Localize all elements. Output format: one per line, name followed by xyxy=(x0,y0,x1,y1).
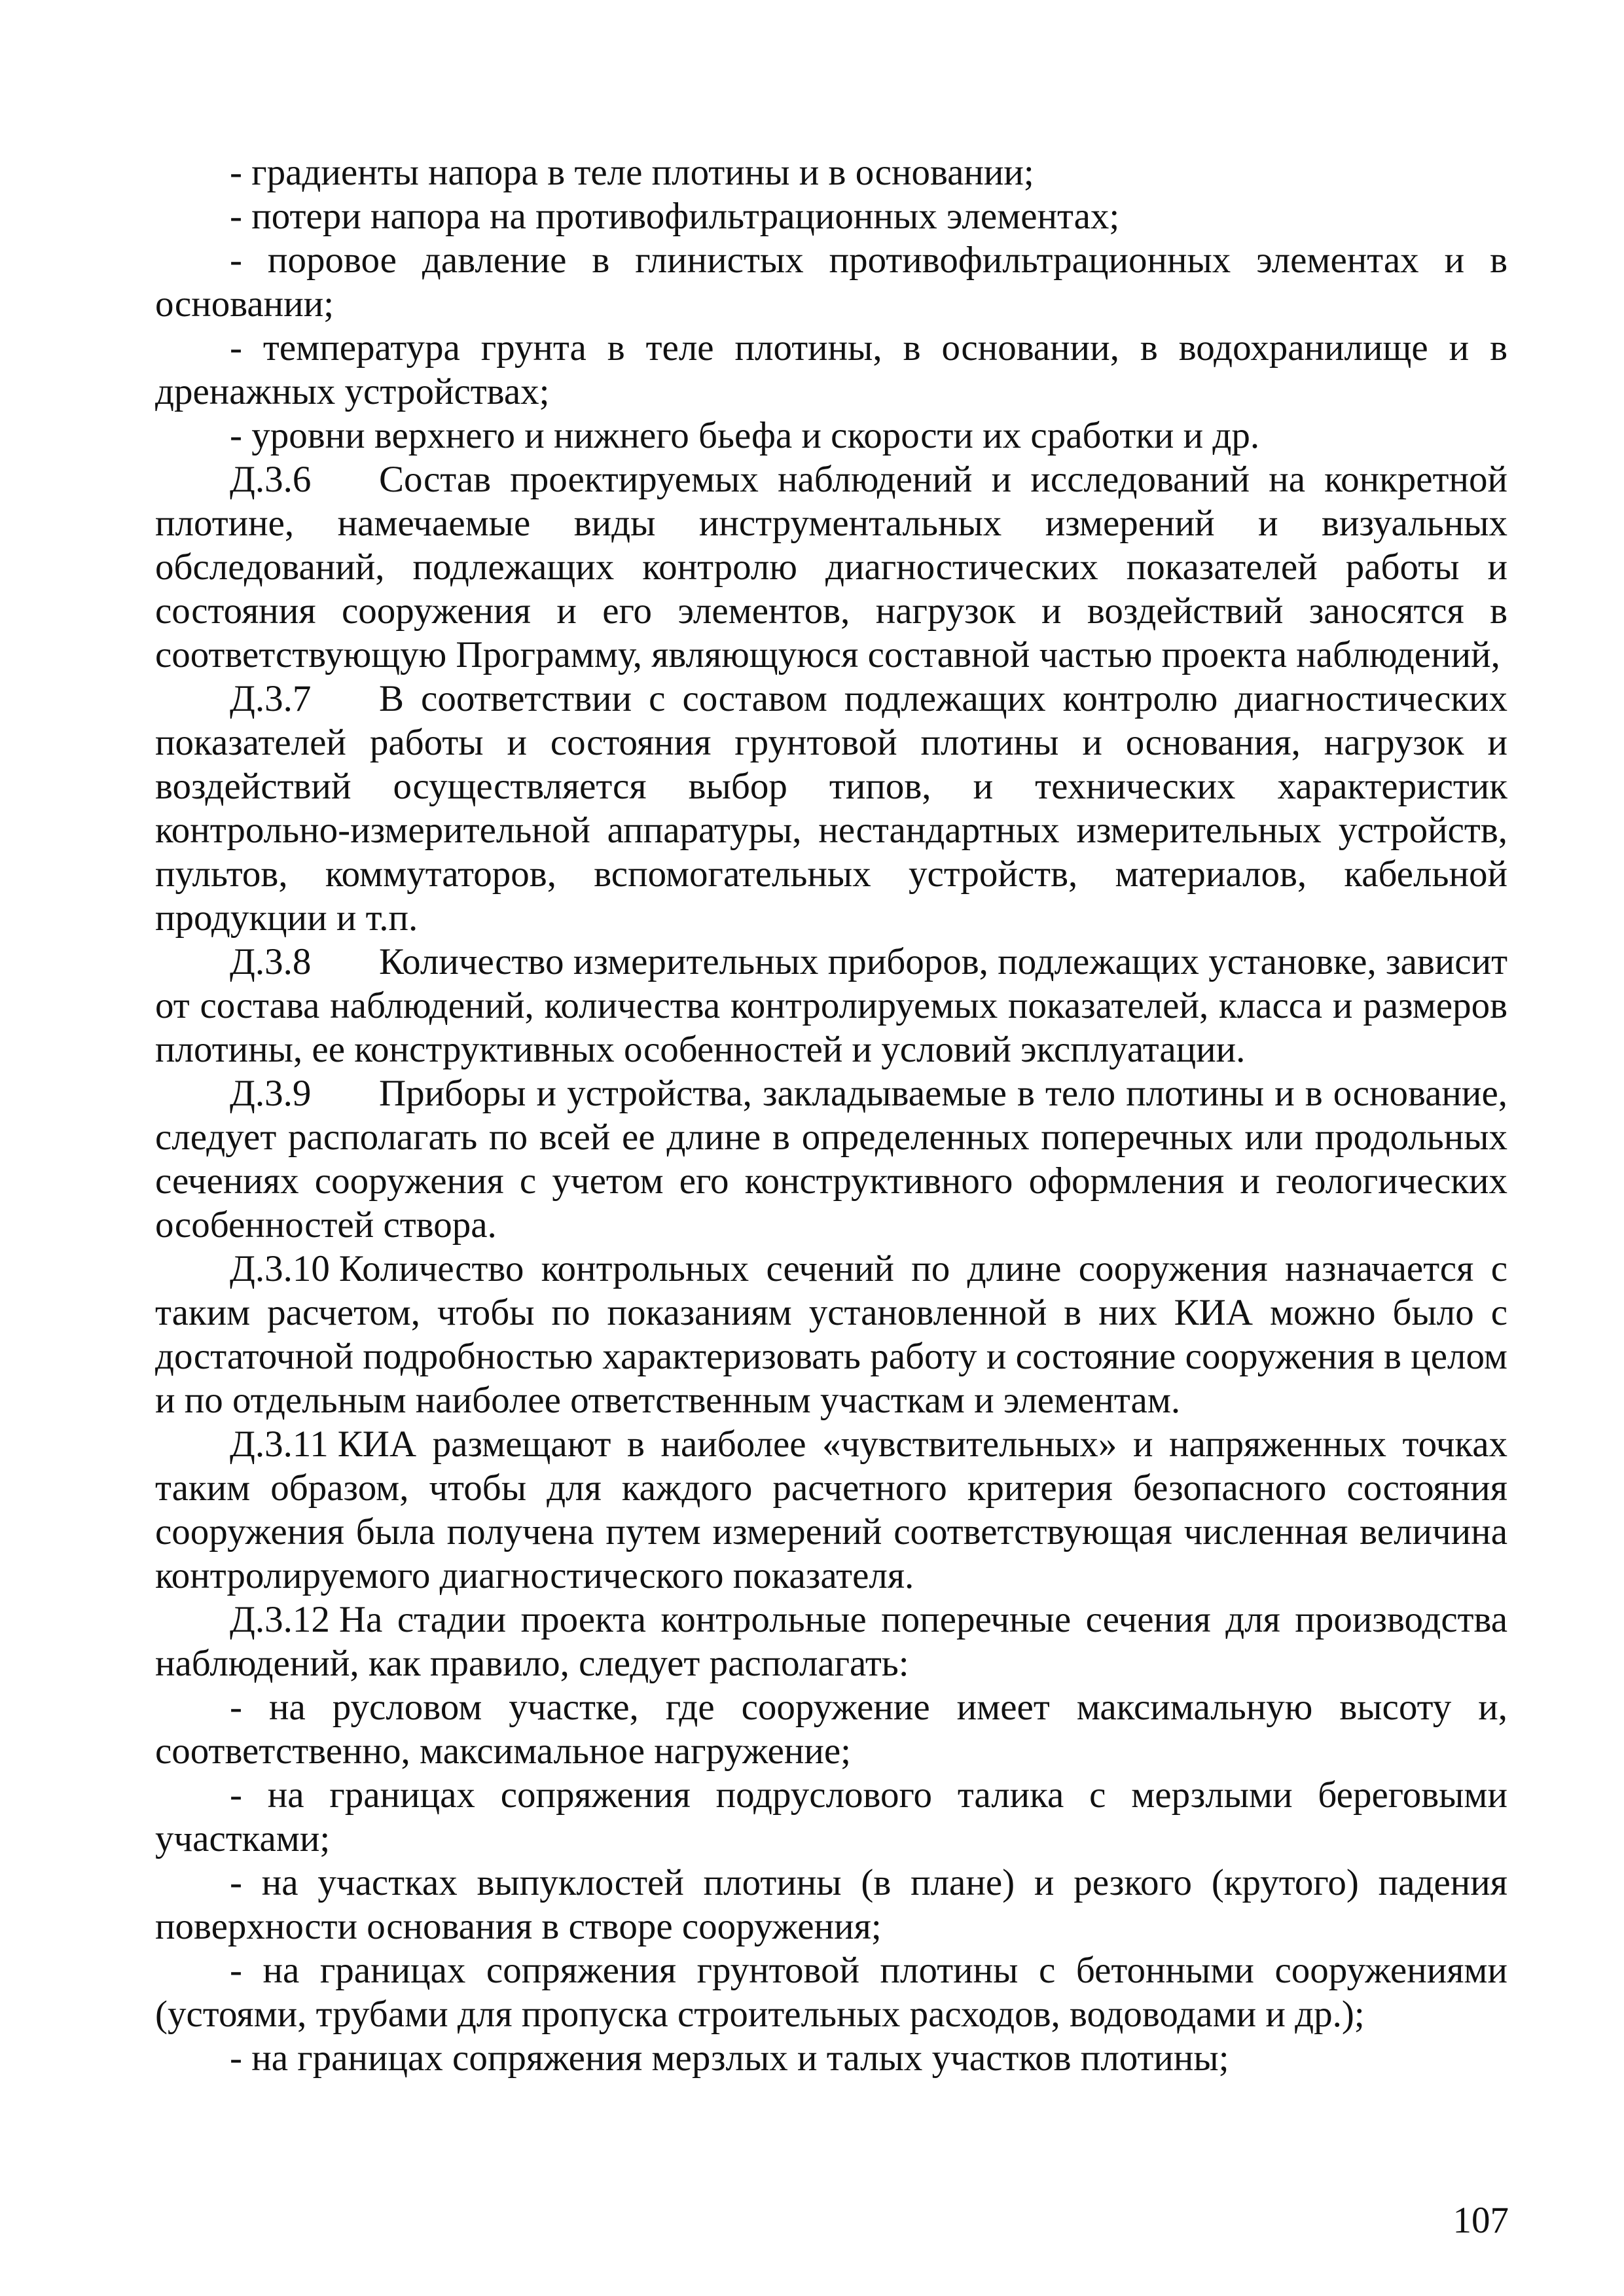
bullet-item: - уровни верхнего и нижнего бьефа и скорости их сработки и др. xyxy=(230,415,1260,456)
section-label: Д.3.11 xyxy=(230,1424,329,1465)
section-label: Д.3.9 xyxy=(230,1073,312,1114)
section-paragraph xyxy=(155,940,1507,1071)
section-text: На стадии проекта контрольные поперечные сечения для производства наблюдений, как правило, следует располагать: xyxy=(155,1599,1507,1684)
section-paragraph xyxy=(155,1071,1507,1247)
section-paragraph xyxy=(155,457,1507,677)
section-text: КИА размещают в наиболее «чувствительных» и напряженных точках таким образом, чтобы для каждого расчетного критерия безопасного состояния сооружения была получена путем измерений соответствующая численная величина контролируемого диагностического показателя. xyxy=(155,1424,1507,1596)
document-page xyxy=(155,151,1507,2080)
section-paragraph xyxy=(155,1422,1507,1598)
section-label: Д.3.8 xyxy=(230,941,312,982)
bullet-item: - на границах сопряжения подруслового талика с мерзлыми береговыми участками; xyxy=(155,1774,1507,1859)
section-label: Д.3.7 xyxy=(230,678,312,719)
bullet-item: - на русловом участке, где сооружение имеет максимальную высоту и, соответственно, максимальное нагружение; xyxy=(155,1687,1507,1772)
section-text: В соответствии с составом подлежащих контролю диагностических показателей работы и состояния грунтовой плотины и основания, нагрузок и воздействий осуществляется выбор типов, и технических характеристик контрольно-измерительной аппаратуры, нестандартных измерительных устройств, пультов, коммутаторов, вспомогательных устройств, материалов, кабельной продукции и т.п. xyxy=(155,678,1507,939)
bullet-item: - на границах сопряжения мерзлых и талых участков плотины; xyxy=(230,2037,1229,2079)
section-text: Приборы и устройства, закладываемые в тело плотины и в основание, следует располагать по всей ее длине в определенных поперечных или продольных сечениях сооружения с учетом его конструктивного оформления и геологических особенностей створа. xyxy=(155,1073,1507,1246)
section-paragraph xyxy=(155,677,1507,940)
section-label: Д.3.10 xyxy=(230,1248,330,1289)
bullet-item: - потери напора на противофильтрационных элементах; xyxy=(230,196,1120,237)
bullet-item: - температура грунта в теле плотины, в основании, в водохранилище и в дренажных устройствах; xyxy=(155,327,1507,412)
bullet-item: - на участках выпуклостей плотины (в плане) и резкого (крутого) падения поверхности основания в створе сооружения; xyxy=(155,1862,1507,1947)
bullet-item: - градиенты напора в теле плотины и в основании; xyxy=(230,152,1034,193)
section-label: Д.3.12 xyxy=(230,1599,330,1640)
section-label: Д.3.6 xyxy=(230,459,312,500)
section-text: Состав проектируемых наблюдений и исследований на конкретной плотине, намечаемые виды инструментальных измерений и визуальных обследований, подлежащих контролю диагностических показателей работы и состояния сооружения и его элементов, нагрузок и воздействий заносятся в соответствующую Программу, являющуюся составной частью проекта наблюдений, xyxy=(155,459,1507,675)
section-paragraph xyxy=(155,1598,1507,1685)
section-text: Количество контрольных сечений по длине сооружения назначается с таким расчетом, чтобы по показаниям установленной в них КИА можно было с достаточной подробностью характеризовать работу и состояние сооружения в целом и по отдельным наиболее ответственным участкам и элементам. xyxy=(155,1248,1507,1421)
section-text: Количество измерительных приборов, подлежащих установке, зависит от состава наблюдений, количества контролируемых показателей, класса и размеров плотины, ее конструктивных особенностей и условий эксплуатации. xyxy=(155,941,1507,1070)
page-number: 107 xyxy=(1453,2200,1509,2241)
section-paragraph xyxy=(155,1247,1507,1422)
bullet-item: - на границах сопряжения грунтовой плотины с бетонными сооружениями (устоями, трубами для пропуска строительных расходов, водоводами и др.); xyxy=(155,1950,1507,2035)
bullet-item: - поровое давление в глинистых противофильтрационных элементах и в основании; xyxy=(155,240,1507,325)
